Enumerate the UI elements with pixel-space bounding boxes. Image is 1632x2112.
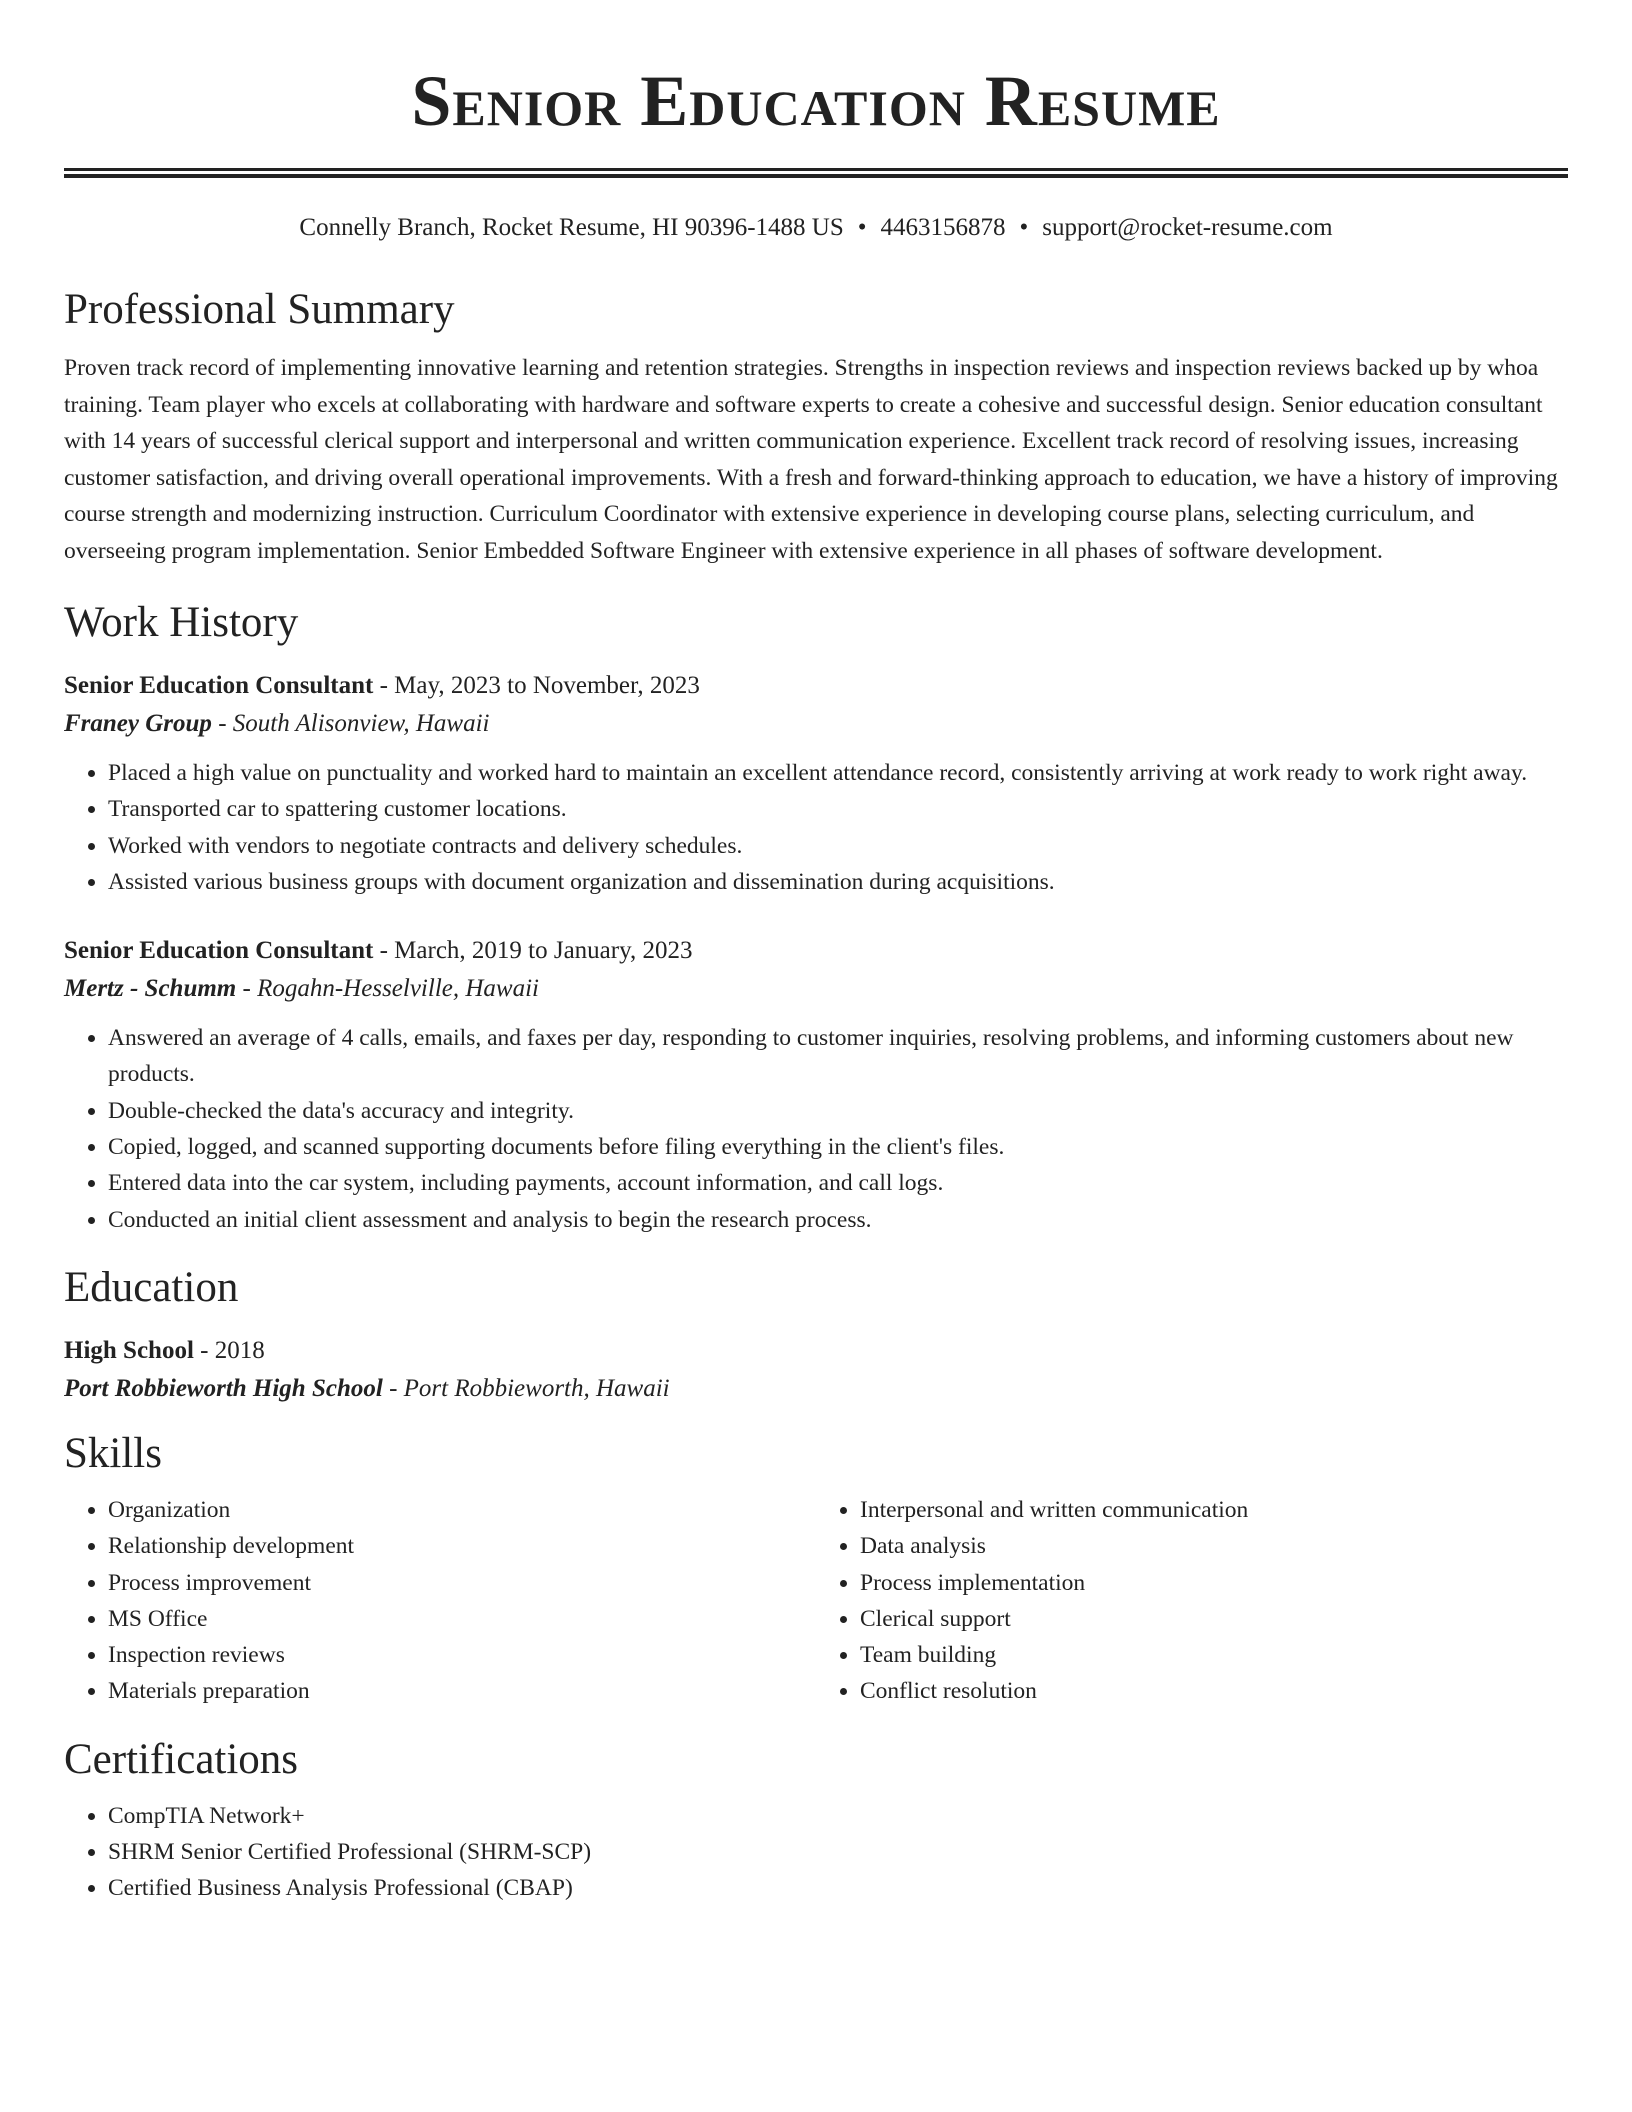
summary-heading: Professional Summary [64, 286, 455, 333]
job-company-line [64, 705, 1568, 743]
work-history-heading: Work History [64, 599, 299, 646]
job-bullet: • Conducted an initial client assessment and analysis to begin the research process. [108, 1202, 1568, 1238]
job-bullets [64, 755, 1568, 900]
job-entry [64, 667, 1568, 900]
job-bullet: • Worked with vendors to negotiate contracts and delivery schedules. [108, 828, 1568, 864]
job-bullet: • Copied, logged, and scanned supporting documents before filing everything in the client's files. [108, 1129, 1568, 1165]
job-company: Mertz - Schumm [64, 975, 237, 1003]
contact-separator: • [857, 214, 867, 241]
job-bullet: • Entered data into the car system, including payments, account information, and call logs. [108, 1165, 1568, 1201]
education-location: - Port Robbieworth, Hawaii [382, 1374, 670, 1402]
contact-line [64, 212, 1568, 244]
skill-item: • Materials preparation [108, 1673, 816, 1709]
title-divider [64, 168, 1568, 178]
job-bullet: • Double-checked the data's accuracy and integrity. [108, 1093, 1568, 1129]
job-bullet: • Placed a high value on punctuality and worked hard to maintain an excellent attendance record, consistently arriving at work ready to work right away. [108, 755, 1568, 791]
education-entry [64, 1332, 1568, 1408]
job-dates: - May, 2023 to November, 2023 [373, 672, 700, 699]
skill-item: • Process improvement [108, 1565, 816, 1601]
summary-text: Proven track record of implementing innovative learning and retention strategies. Strengths in inspection reviews and inspection reviews backed up by whoa training. Team player who excels at collaborating with hardware and software experts to create a cohesive and successful design. Senior education consultant with 14 years of successful clerical support and interpersonal and written communication experience. Excellent track record of resolving issues, increasing customer satisfaction, and driving overall operational improvements. With a fresh and forward-thinking approach to education, we have a history of improving course strength and modernizing instruction. Curriculum Coordinator with extensive experience in developing course plans, selecting curriculum, and overseeing program implementation. Senior Embedded Software Engineer with extensive experience in all phases of software development. [64, 355, 1558, 564]
skills-column-left [64, 1492, 816, 1710]
job-title: Senior Education Consultant [64, 672, 374, 699]
job-entry [64, 932, 1568, 1238]
education-degree-line [64, 1332, 1568, 1370]
skill-item: • Relationship development [108, 1528, 816, 1564]
job-bullet: • Assisted various business groups with document organization and dissemination during acquisitions. [108, 864, 1568, 900]
job-title-line [64, 932, 1568, 970]
job-bullet: • Transported car to spattering customer locations. [108, 791, 1568, 827]
certification-item: • SHRM Senior Certified Professional (SHRM-SCP) [108, 1834, 1568, 1870]
certification-items [64, 1798, 1568, 1907]
skill-item: • Team building [860, 1637, 1568, 1673]
skill-item: • MS Office [108, 1601, 816, 1637]
job-bullet: • Answered an average of 4 calls, emails, and faxes per day, responding to customer inquiries, resolving problems, and informing customers about new products. [108, 1020, 1568, 1093]
education-school: Port Robbieworth High School [64, 1374, 383, 1402]
skill-item: • Process implementation [860, 1565, 1568, 1601]
education-degree: High School [64, 1336, 194, 1364]
job-title: Senior Education Consultant [64, 937, 374, 965]
skill-item: • Interpersonal and written communication [860, 1492, 1568, 1528]
skills-heading: Skills [64, 1429, 162, 1477]
job-title-line [64, 667, 1568, 705]
certifications-heading: Certifications [64, 1735, 299, 1783]
education-school-line [64, 1370, 1568, 1408]
certification-item: • CompTIA Network+ [108, 1798, 1568, 1834]
contact-separator: • [1019, 214, 1029, 241]
job-dates: - March, 2019 to January, 2023 [373, 937, 693, 965]
education-heading: Education [64, 1263, 239, 1311]
certifications-list [64, 1798, 1568, 1907]
skill-item: • Inspection reviews [108, 1637, 816, 1673]
contact-phone: 4463156878 [880, 214, 1006, 241]
job-company: Franey Group [64, 710, 212, 737]
skill-item: • Organization [108, 1492, 816, 1528]
skills-list [64, 1488, 1568, 1710]
skill-item: • Data analysis [860, 1528, 1568, 1564]
contact-address: Connelly Branch, Rocket Resume, HI 90396-1488 US [299, 214, 844, 241]
job-bullets [64, 1020, 1568, 1238]
job-company-line [64, 970, 1568, 1008]
skill-item: • Conflict resolution [860, 1673, 1568, 1709]
certification-item: • Certified Business Analysis Professional (CBAP) [108, 1870, 1568, 1906]
contact-email: support@rocket-resume.com [1042, 214, 1333, 241]
job-location: - South Alisonview, Hawaii [211, 710, 490, 737]
education-year: - 2018 [193, 1336, 265, 1364]
job-location: - Rogahn-Hesselville, Hawaii [236, 975, 539, 1003]
resume-title: Senior Education Resume [411, 61, 1221, 141]
skill-item: • Clerical support [860, 1601, 1568, 1637]
skills-column-right [816, 1492, 1568, 1710]
